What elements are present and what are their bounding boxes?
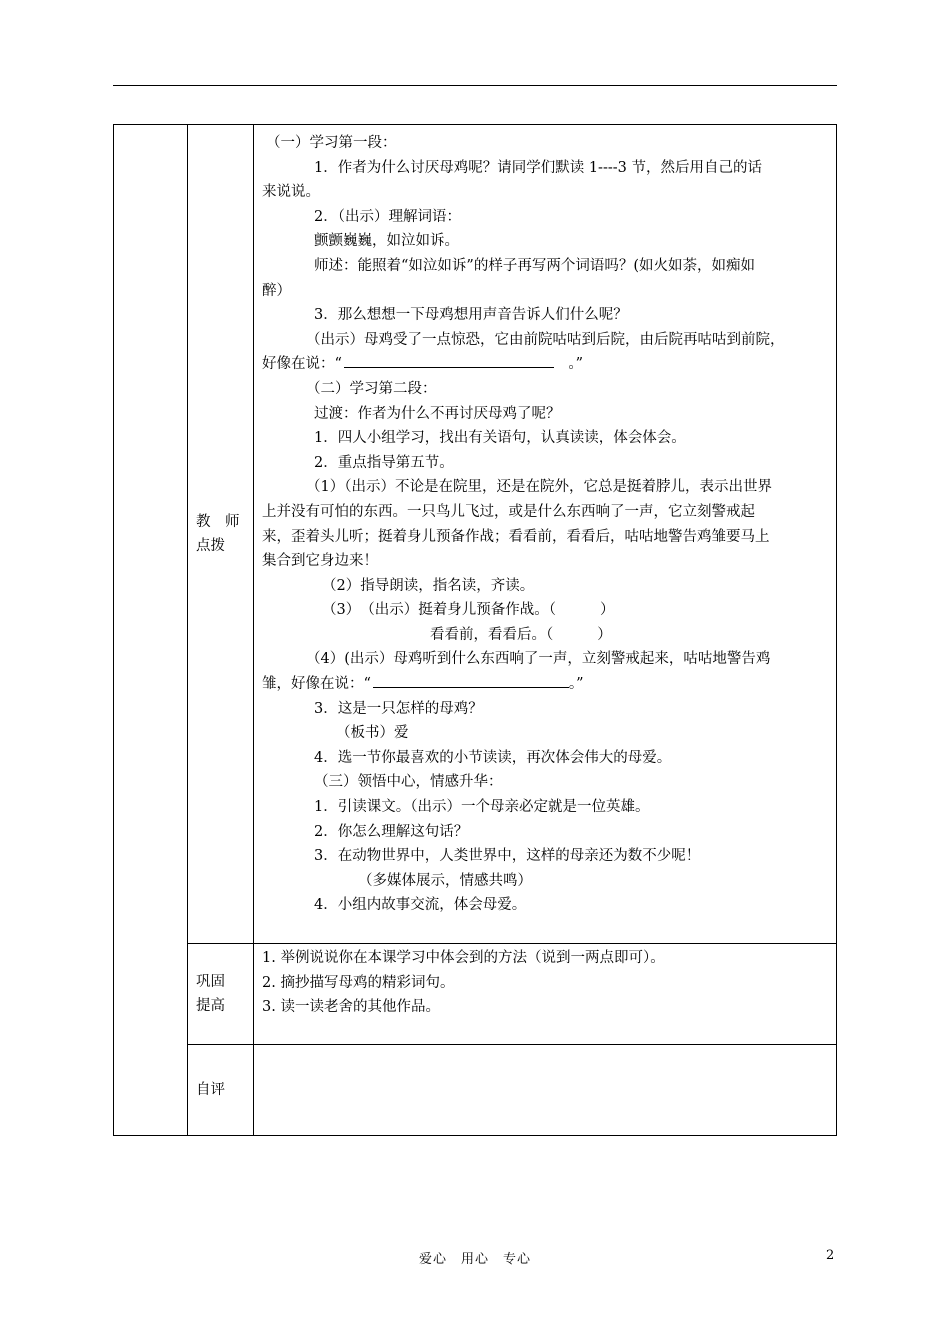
fill-blank-2[interactable]: [373, 673, 569, 688]
teacher-label-line2: 点拨: [196, 538, 225, 554]
paragraph-point-4: （4）(出示）母鸡听到什么东西响了一声，立刻警戒起来，咕咕地警告鸡: [306, 651, 771, 668]
teacher-remark-cont: 醉）: [262, 282, 291, 299]
self-eval-label: 自评: [196, 1082, 225, 1098]
section2-item-2: 2．重点指导第五节。: [314, 454, 454, 471]
point-3-cont-text: 看看前，看看后。（: [430, 626, 554, 643]
section3-item-4: 4．小组内故事交流，体会母爱。: [314, 897, 527, 914]
footer-slogan-text: 爱心 用心 专心: [418, 1252, 531, 1267]
quote-close-2: 。”: [568, 676, 584, 693]
section3-item-1: 1．引读课文。（出示）一个母亲必定就是一位英雄。: [314, 799, 650, 816]
footer-slogan: [0, 1248, 950, 1267]
consolidate-item-3: 3. 读一读老舍的其他作品。: [262, 999, 440, 1016]
fill-blank-1[interactable]: [344, 353, 554, 368]
consolidate-item-1: 1. 举例说说你在本课学习中体会到的方法（说到一两点即可）。: [262, 950, 665, 966]
self-eval-label-cell: [188, 1045, 254, 1136]
teacher-guidance-row: [114, 125, 837, 944]
teacher-content-cell: [254, 125, 837, 944]
page-number: 2: [826, 1248, 835, 1263]
multimedia-note: （多媒体展示，情感共鸣）: [358, 872, 532, 889]
show-passage-1: （出示）母鸡受了一点惊恐，它由前院咕咕到后院，由后院再咕咕到前院，: [306, 331, 785, 348]
paragraph-point-3-cont: [262, 623, 830, 648]
transition: 过渡：作者为什么不再讨厌母鸡了呢？: [314, 405, 561, 422]
paren-close-2: ）: [597, 626, 612, 643]
teacher-content: [254, 125, 836, 928]
quote-open: 好像在说：“: [262, 356, 342, 373]
show-passage-1-cont: [262, 352, 830, 377]
question-1-cont: 来说说。: [262, 184, 320, 201]
section3-item-2: 2．你怎么理解这句话？: [314, 823, 469, 840]
paragraph-point-1-cont-c: 集合到它身边来！: [262, 553, 378, 570]
teacher-label-line1: 教 师: [196, 514, 240, 530]
paragraph-point-1: （1）（出示）不论是在院里，还是在院外，它总是挺着脖儿，表示出世界: [306, 479, 772, 496]
paragraph-point-4-cont: [262, 672, 830, 697]
self-eval-row: [114, 1045, 837, 1136]
question-2: 2．（出示）理解词语：: [314, 208, 461, 225]
consolidate-content: [254, 944, 836, 1030]
paragraph-point-2: （2）指导朗读，指名读，齐读。: [322, 577, 535, 594]
question-3: 3．那么想想一下母鸡想用声音告诉人们什么呢？: [314, 307, 628, 324]
teacher-label: [196, 510, 253, 558]
paragraph-point-1-cont-b: 来，歪着头儿听；挺着身儿预备作战；看看前，看看后，咕咕地警告鸡雏要马上: [262, 528, 770, 545]
paren-close-1: ）: [599, 602, 615, 619]
quote-close: 。”: [568, 356, 584, 373]
lesson-table: [113, 124, 837, 1136]
section1-title: （一）学习第一段：: [266, 135, 397, 151]
section3-item-3: 3．在动物世界中，人类世界中，这样的母亲还为数不少呢！: [314, 848, 701, 865]
board-note: （板书）爱: [336, 725, 409, 742]
header-rule: [113, 85, 837, 86]
quote-open-2: 雏，好像在说：“: [262, 676, 371, 693]
point-3-text: （3） （出示）挺着身儿预备作战。（: [322, 602, 556, 619]
self-eval-content-cell[interactable]: [254, 1045, 837, 1136]
consolidate-label-cell: [188, 944, 254, 1045]
section2-item-3: 3．这是一只怎样的母鸡？: [314, 700, 483, 717]
teacher-label-cell: [188, 125, 254, 944]
consolidate-label: [196, 970, 253, 1018]
consolidate-item-2: 2. 摘抄描写母鸡的精彩词句。: [262, 974, 455, 991]
consolidate-label-line2: 提高: [196, 998, 225, 1014]
question-1: 1．作者为什么讨厌母鸡呢？请同学们默读 1----3 节，然后用自己的话: [314, 159, 762, 176]
consolidate-label-line1: 巩固: [196, 974, 225, 990]
blank-left-column: [114, 125, 188, 1136]
section3-title: （三）领悟中心，情感升华：: [314, 774, 503, 791]
paragraph-point-1-cont-a: 上并没有可怕的东西。一只鸟儿飞过，或是什么东西响了一声，它立刻警戒起: [262, 503, 755, 520]
section2-title: （二）学习第二段：: [306, 380, 437, 397]
consolidate-content-cell: [254, 944, 837, 1045]
paragraph-point-3: [262, 598, 830, 623]
vocab-words: 颤颤巍巍，如泣如诉。: [314, 233, 459, 250]
teacher-remark: 师述：能照着“如泣如诉”的样子再写两个词语吗？(如火如荼，如痴如: [314, 257, 755, 274]
section2-item-4: 4．选一节你最喜欢的小节读读，再次体会伟大的母爱。: [314, 749, 672, 766]
section2-item-1: 1．四人小组学习，找出有关语句，认真读读，体会体会。: [314, 430, 686, 447]
consolidate-row: [114, 944, 837, 1045]
